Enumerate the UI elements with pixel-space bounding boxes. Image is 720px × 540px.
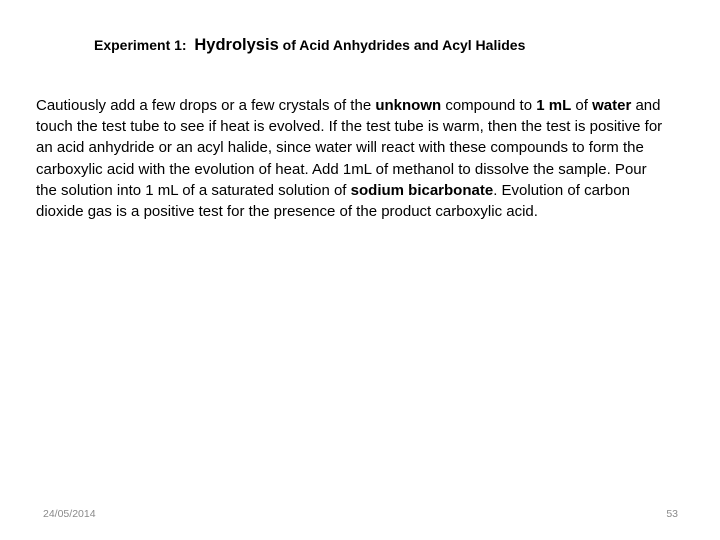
body-text-3: of [571, 97, 593, 114]
keyword-sodium-bicarbonate: sodium bicarbonate [350, 181, 494, 199]
slide-title [94, 34, 654, 56]
title-main: Hydrolysis [194, 36, 279, 54]
keyword-water: water [592, 97, 632, 114]
page-number: 53 [666, 508, 678, 520]
body-text-1: Cautiously add a few drops or a few crystals of the [36, 97, 376, 114]
keyword-volume: 1 mL [536, 97, 572, 114]
body-text-2: compound to [441, 97, 537, 114]
title-suffix: of Acid Anhydrides and Acyl Halides [282, 37, 526, 53]
title-prefix: Experiment 1: [94, 37, 187, 53]
keyword-unknown: unknown [375, 97, 442, 114]
footer-date: 24/05/2014 [43, 508, 96, 520]
body-text-4: and touch the test tube to see if heat is evolved. If the test tube is warm, then the test is positive for an acid anhydride or an acyl halide, since water will react with these compounds to form the carboxylic acid with the evolution of heat. Add 1mL of methanol to dissolve the sample. Pour the solution into 1 mL of a saturated solution of [36, 97, 663, 199]
body-text-5: . Evolution of carbon dioxide gas is a positive test for the presence of the product carboxylic acid. [36, 181, 630, 221]
procedure-paragraph [36, 95, 668, 222]
